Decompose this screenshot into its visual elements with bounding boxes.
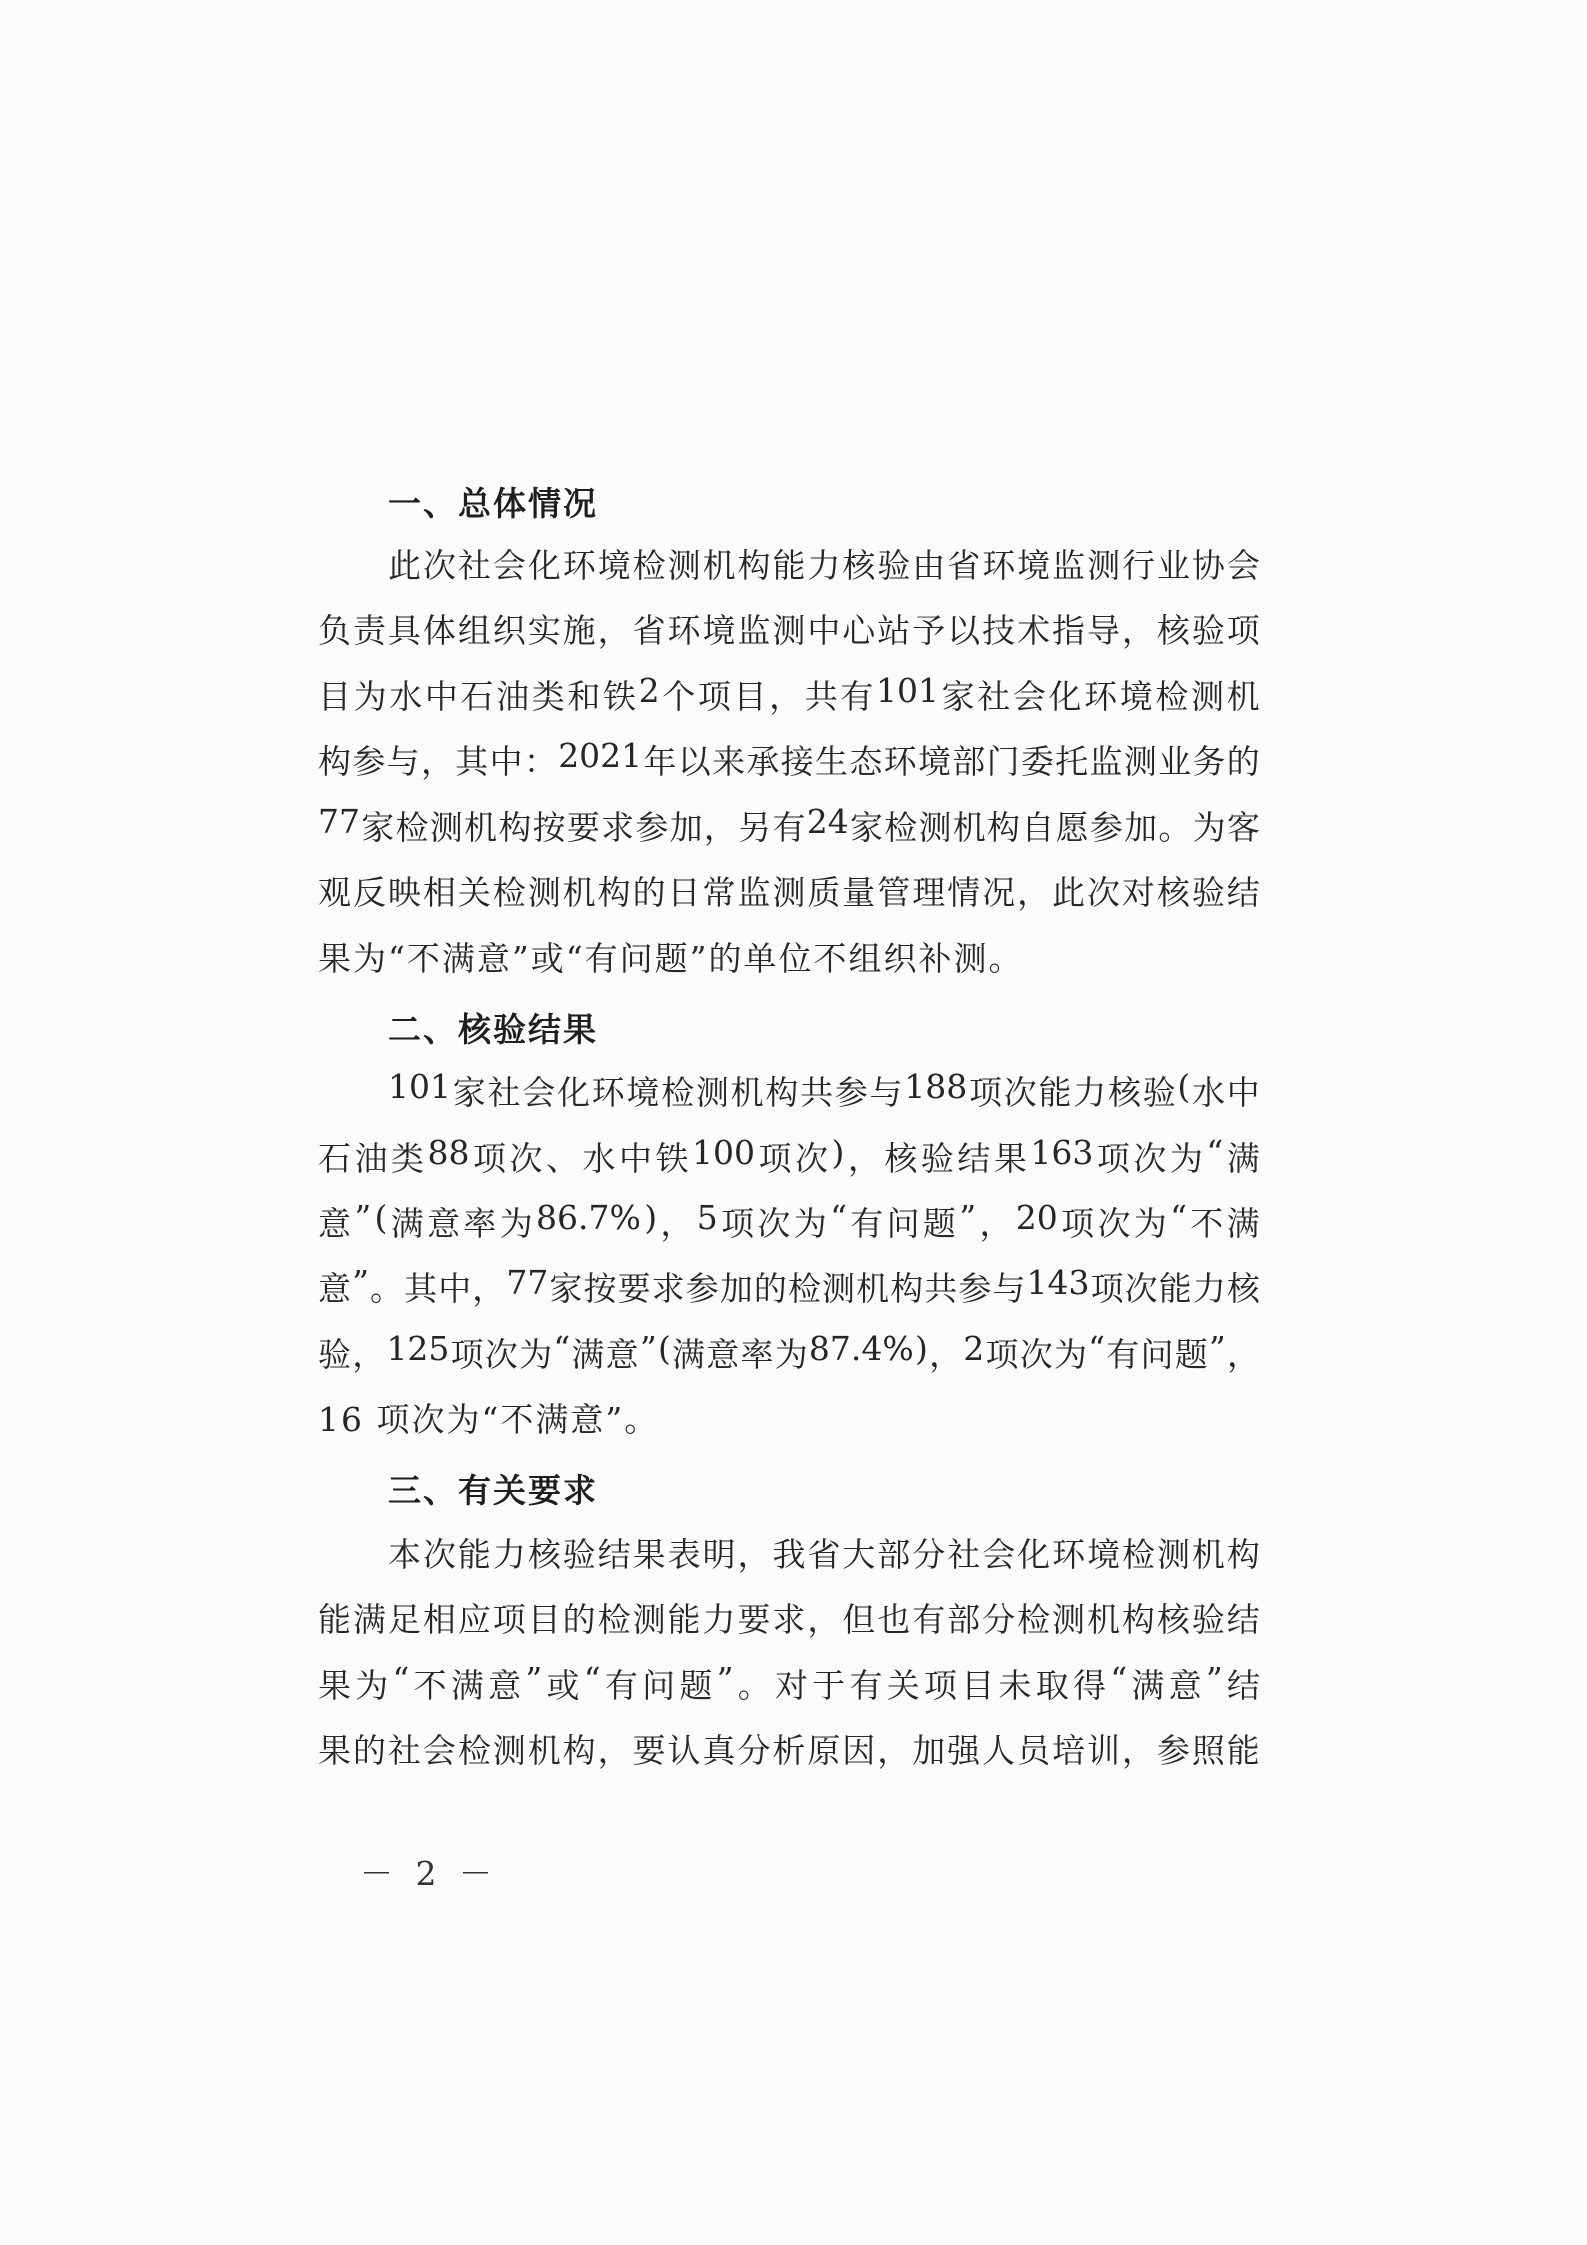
paragraph-line: 石 油 类 88 项 次 、 水 中 铁 100 项 次 ) ， 核 验 结 果 163 项 次 为 “ 满	[318, 1133, 1260, 1178]
paragraph-line: 16 项次为“不满意”。	[318, 1400, 660, 1439]
paragraph-line: 目 为 水 中 石 油 类 和 铁 2 个 项 目 ， 共 有 101 家 社 会 化 环 境 检 测 机	[318, 671, 1260, 716]
paragraph-line: 77 家 检 测 机 构 按 要 求 参 加 ， 另 有 24 家 检 测 机 构 自 愿 参 加 。 为 客	[318, 802, 1260, 847]
paragraph-line: 此 次 社 会 化 环 境 检 测 机 构 能 力 核 验 由 省 环 境 监 测 行 业 协 会	[388, 546, 1260, 585]
paragraph-line: 本 次 能 力 核 验 结 果 表 明 ， 我 省 大 部 分 社 会 化 环 境 检 测 机 构	[388, 1535, 1260, 1574]
paragraph-line: 构 参 与 ， 其 中 ： 2021 年 以 来 承 接 生 态 环 境 部 门 委 托 监 测 业 务 的	[318, 736, 1260, 781]
paragraph-line: 观 反 映 相 关 检 测 机 构 的 日 常 监 测 质 量 管 理 情 况 ， 此 次 对 核 验 结	[318, 873, 1260, 912]
paragraph-line: 果为“不满意”或“有问题”的单位不组织补测。	[318, 939, 1024, 978]
paragraph-line: 果 的 社 会 检 测 机 构 ， 要 认 真 分 析 原 因 ， 加 强 人 员 培 训 ， 参 照 能	[318, 1731, 1260, 1770]
paragraph-line: 负 责 具 体 组 织 实 施 ， 省 环 境 监 测 中 心 站 予 以 技 术 指 导 ， 核 验 项	[318, 611, 1260, 650]
section-heading-results: 二、核验结果	[388, 1010, 598, 1049]
section-heading-requirements: 三、有关要求	[388, 1471, 598, 1510]
page-number: － 2 －	[360, 1854, 498, 1893]
section-heading-overview: 一、总体情况	[388, 484, 598, 523]
paragraph-line: 101 家 社 会 化 环 境 检 测 机 构 共 参 与 188 项 次 能 力 核 验 ( 水 中	[388, 1067, 1260, 1112]
paragraph-line: 意 ” 。 其 中 ， 77 家 按 要 求 参 加 的 检 测 机 构 共 参 与 143 项 次 能 力 核	[318, 1263, 1260, 1308]
paragraph-line: 能 满 足 相 应 项 目 的 检 测 能 力 要 求 ， 但 也 有 部 分 检 测 机 构 核 验 结	[318, 1600, 1260, 1639]
paragraph-line: 意 ” ( 满 意 率 为 86.7% ) ， 5 项 次 为 “ 有 问 题 ” ， 20 项 次 为 “ 不 满	[318, 1198, 1260, 1243]
paragraph-line: 果 为 “ 不 满 意 ” 或 “ 有 问 题 ” 。 对 于 有 关 项 目 未 取 得 “ 满 意 ” 结	[318, 1660, 1260, 1705]
paragraph-line: 验 ， 125 项 次 为 “ 满 意 ” ( 满 意 率 为 87.4% ) ， 2 项 次 为 “ 有 问 题 ” ，	[318, 1329, 1260, 1374]
